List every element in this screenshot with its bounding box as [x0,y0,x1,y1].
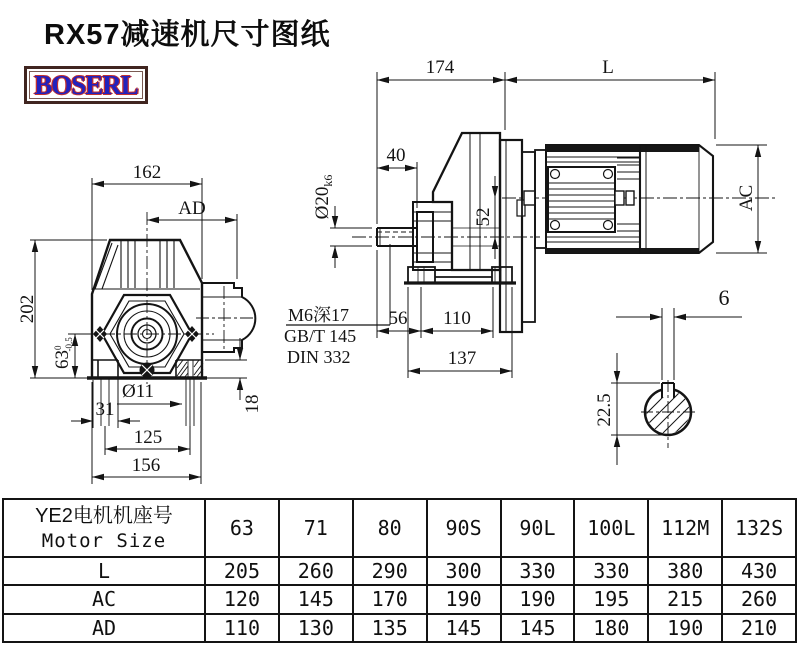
dim-20k6: $Ø20_{k6}$ [312,174,335,220]
dim-18: 18 [242,394,263,414]
table-cell: 300 [427,557,501,585]
table-cell: 145 [279,585,353,613]
front-view [80,212,256,426]
header-en: Motor Size [41,530,167,552]
table-cell: 260 [722,585,796,613]
table-cell: 330 [574,557,648,585]
table-col-header: 90L [501,499,575,557]
shaft-section-dimensions [611,308,742,465]
table-cell: 215 [648,585,722,613]
table-cell: 120 [205,585,279,613]
table-cell: 190 [648,614,722,642]
table-row-AD [3,614,796,642]
table-cell: 190 [427,585,501,613]
table-row-L [3,557,796,585]
row-label: AC [3,585,205,613]
dim-56: 56 [388,308,408,329]
table-cell: 145 [427,614,501,642]
table-cell: 145 [501,614,575,642]
table-cell: 110 [205,614,279,642]
row-label: AD [3,614,205,642]
table-cell: 260 [279,557,353,585]
dim-110: 110 [443,308,471,329]
table-cell: 135 [353,614,427,642]
dim-63-tol: $63^0-0.5$ [52,337,74,369]
dim-22-5: 22.5 [594,393,615,427]
table-cell: 195 [574,585,648,613]
dim-40: 40 [386,145,406,166]
shaft-section [636,380,706,454]
dim-ac: AC [736,184,757,212]
table-header-row [3,499,796,557]
table-col-header: 63 [205,499,279,557]
note-din: DIN 332 [287,347,351,367]
table-col-header: 112M [648,499,722,557]
table-cell: 170 [353,585,427,613]
table-corner-header [3,499,205,557]
table-col-header: 71 [279,499,353,557]
brand-logo-text: BOSERL [34,69,138,100]
dim-31: 31 [95,399,115,420]
side-view-dimensions [286,72,767,378]
table-cell: 210 [722,614,796,642]
dim-52: 52 [473,207,494,227]
table-cell: 205 [205,557,279,585]
dim-156: 156 [131,455,161,476]
dim-11: Ø11 [121,381,155,402]
header-cn: YE2电机机座号 [35,505,173,527]
side-view [352,133,776,332]
row-label: L [3,557,205,585]
dim-137: 137 [447,348,477,369]
page-title: RX57减速机尺寸图纸 [44,19,331,51]
table-col-header: 132S [722,499,796,557]
dim-l: L [602,57,614,78]
table-cell: 290 [353,557,427,585]
table-cell: 380 [648,557,722,585]
table-cell: 190 [501,585,575,613]
table-cell: 130 [279,614,353,642]
motor-size-table [2,498,797,643]
table-col-header: 100L [574,499,648,557]
table-col-header: 90S [427,499,501,557]
note-m6: M6深17 [288,305,350,325]
dim-125: 125 [133,427,163,448]
dim-ad: AD [178,198,206,219]
table-cell: 430 [722,557,796,585]
dim-162: 162 [132,162,162,183]
table-cell: 180 [574,614,648,642]
note-gbt: GB/T 145 [284,326,357,346]
dim-202: 202 [17,294,38,324]
dim-174: 174 [425,57,455,78]
table-cell: 330 [501,557,575,585]
table-col-header: 80 [353,499,427,557]
table-row-AC [3,585,796,613]
dim-6: 6 [718,285,730,310]
